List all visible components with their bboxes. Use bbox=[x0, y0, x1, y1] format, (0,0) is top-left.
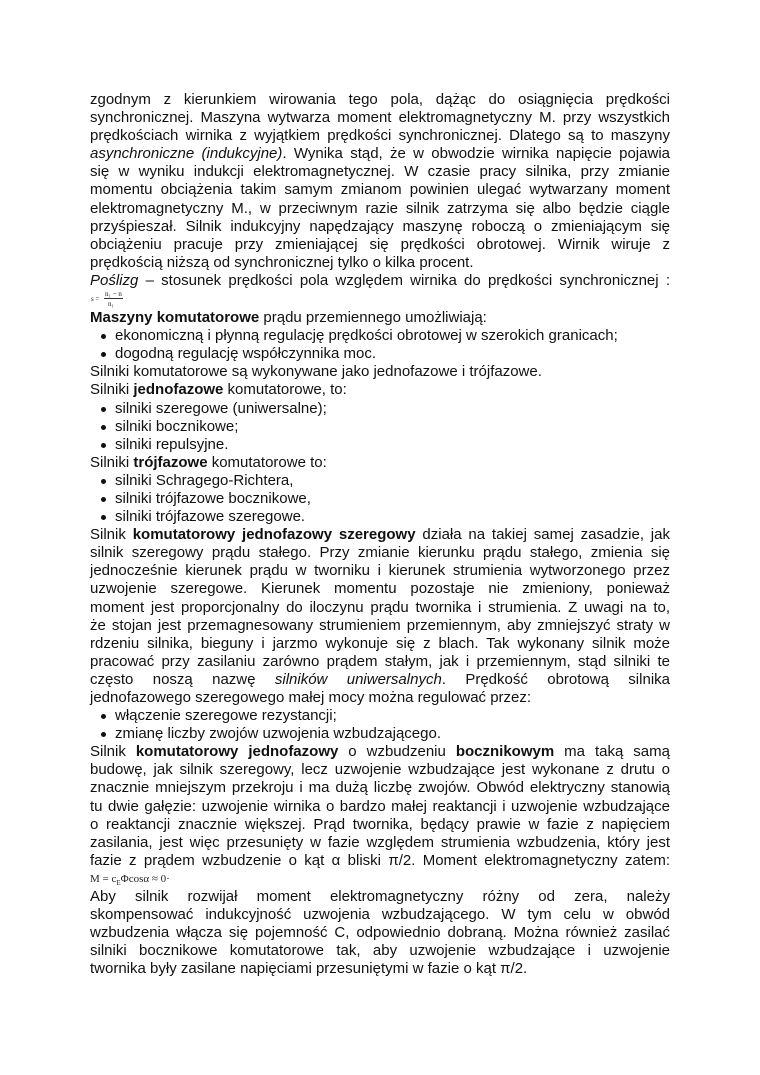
text-line bbox=[90, 906, 670, 924]
formula-subscript: E bbox=[116, 879, 121, 888]
text-line bbox=[90, 653, 670, 671]
text-run: twornika były zasilane napięciami przesuniętymi w fazie o kąt π/2. bbox=[90, 960, 528, 978]
text-run: komutatorowe to: bbox=[207, 453, 327, 471]
text-line bbox=[90, 200, 670, 218]
text-run: momentu obciążenia takim samym zmianom powinien ulegać wytwarzany moment bbox=[90, 181, 670, 199]
document-page bbox=[90, 91, 670, 979]
bold-text: bocznikowym bbox=[455, 743, 555, 761]
bold-text: trójfazowe bbox=[133, 453, 208, 471]
paragraph bbox=[90, 526, 670, 707]
text-run: o reaktancji znacznie większej. Prąd twornika, będący prawie w fazie z napięciem bbox=[90, 815, 670, 833]
paragraph bbox=[90, 91, 670, 272]
text-line bbox=[90, 689, 670, 707]
text-line bbox=[90, 272, 670, 290]
text-line bbox=[90, 960, 670, 978]
text-run: fazie z prądem wzbudzenie o kąt α bliski π/2. Moment elektromagnetyczny zatem: bbox=[90, 851, 670, 869]
bold-text: Maszyny komutatorowe bbox=[90, 309, 260, 327]
italic-text: asynchroniczne (indukcyjne) bbox=[90, 145, 283, 163]
bold-text: jednofazowe bbox=[133, 381, 224, 399]
text-line bbox=[90, 816, 670, 834]
text-run: moment jest proporcjonalny do iloczynu prądu twornika i strumienia. Z uwagi na to, bbox=[90, 598, 670, 616]
text-run: Aby silnik rozwijał moment elektromagnetyczny różny od zera, należy bbox=[90, 888, 670, 906]
text-run: elektromagnetyczny M., w przeciwnym razie silnik zatrzyma się albo będzie ciągle bbox=[90, 199, 670, 217]
text-line bbox=[90, 181, 670, 199]
text-line bbox=[90, 218, 670, 236]
text-line bbox=[90, 109, 670, 127]
text-run: silnik szeregowy prądu stałego. Przy zmianie kierunku prądu stałego, zmienia się bbox=[90, 544, 670, 562]
paragraph bbox=[90, 743, 670, 870]
text-line bbox=[90, 145, 670, 163]
text-run: zgodnym z kierunkiem wirowania tego pola, dążąc do osiągnięcia prędkości bbox=[90, 91, 670, 108]
paragraph bbox=[90, 381, 670, 399]
bullet-item: zmianę liczby zwojów uzwojenia wzbudzającego. bbox=[90, 725, 670, 743]
text-run: . Wynika stąd, że w obwodzie wirnika napięcie pojawia bbox=[282, 145, 670, 163]
bold-text: komutatorowy jednofazowy szeregowy bbox=[132, 526, 416, 544]
text-run: się w wyniku indukcji elektromagnetycznej. W czasie pracy silnika, przy zmianie bbox=[90, 163, 670, 181]
bullet-item: silniki szeregowe (uniwersalne); bbox=[90, 400, 670, 418]
text-run: działa na takiej samej zasadzie, jak bbox=[415, 526, 670, 544]
text-line bbox=[90, 942, 670, 960]
text-run: przyśpieszał. Silnik indukcyjny napędzający maszynę roboczą o zmieniającym się bbox=[90, 217, 670, 235]
text-run: pracować przy zasilaniu zarówno prądem stałym, jak i przemiennym, stąd silniki te bbox=[90, 652, 670, 670]
text-run: tu dwie gałęzie: uzwojenie wirnika o bardzo małej reaktancji i uzwojenie wzbudzające bbox=[90, 797, 670, 815]
text-line bbox=[90, 888, 670, 906]
text-line bbox=[90, 91, 670, 109]
text-line bbox=[90, 798, 670, 816]
italic-text: Poślizg bbox=[90, 271, 139, 289]
bullet-item: silniki bocznikowe; bbox=[90, 418, 670, 436]
text-run: obciążeniu pracuje przy zmieniającej się prędkości obrotowej. Wirnik wiruje z bbox=[90, 235, 670, 253]
text-line bbox=[90, 852, 670, 870]
text-run: wzbudzenia włącza się pojemność C, odpowiednio dobraną. Można również zasilać bbox=[90, 924, 670, 942]
italic-text: silników uniwersalnych bbox=[274, 670, 442, 688]
bullet-item: silniki Schragego-Richtera, bbox=[90, 472, 670, 490]
formula-part: M = c bbox=[90, 872, 117, 885]
text-run: budowę, jak silnik szeregowy, lecz uzwojenie wzbudzające jest wykonane z drutu o bbox=[90, 761, 670, 779]
text-run: skompensować indukcyjność uzwojenia wzbudzającego. W tym celu w obwód bbox=[90, 906, 670, 924]
text-run: jednocześnie kierunek prądu w tworniku i kierunek strumienia wytworzonego przez bbox=[90, 562, 670, 580]
text-run: zasilania, jest więc przesunięty w fazie względem strumienia wzbudzenia, który jest bbox=[90, 833, 670, 851]
text-line bbox=[90, 309, 670, 327]
text-line bbox=[90, 599, 670, 617]
paragraph bbox=[90, 272, 670, 290]
text-run: rdzeniu silnika, bieguny i jarzmo wykonuje się z blach. Tak wykonany silnik może bbox=[90, 634, 670, 652]
text-line bbox=[90, 363, 670, 381]
text-line bbox=[90, 779, 670, 797]
text-run: silniki bocznikowe komutatorowe tak, aby uzwojenie wzbudzające i uzwojenie bbox=[90, 942, 670, 960]
text-run: ma taką samą bbox=[554, 743, 670, 761]
text-line bbox=[90, 580, 670, 598]
text-run: znacznie mniejszym przekroju i ma dużą liczbę zwojów. Obwód elektryczny stanowią bbox=[90, 779, 670, 797]
text-run: Silnik bbox=[90, 526, 133, 544]
text-line bbox=[90, 743, 670, 761]
bullet-item: silniki repulsyjne. bbox=[90, 436, 670, 454]
text-run: jednofazowego szeregowego małej mocy można regulować przez: bbox=[90, 689, 532, 706]
formula-lhs: s = bbox=[91, 295, 100, 304]
text-line bbox=[90, 761, 670, 779]
formula-denominator: n₁ bbox=[108, 300, 114, 309]
bullet-item: włączenie szeregowe rezystancji; bbox=[90, 707, 670, 725]
text-line bbox=[90, 544, 670, 562]
text-line bbox=[90, 671, 670, 689]
paragraph bbox=[90, 454, 670, 472]
text-line bbox=[90, 254, 670, 272]
text-line bbox=[90, 454, 670, 472]
text-line bbox=[90, 924, 670, 942]
paragraph bbox=[90, 888, 670, 978]
text-line bbox=[90, 562, 670, 580]
bold-text: komutatorowy jednofazowy bbox=[135, 743, 339, 761]
bullet-item: silniki trójfazowe szeregowe. bbox=[90, 508, 670, 526]
text-line bbox=[90, 635, 670, 653]
text-line bbox=[90, 163, 670, 181]
text-run: komutatorowe, to: bbox=[223, 381, 347, 399]
text-line bbox=[90, 834, 670, 852]
text-run: . Prędkość obrotową silnika bbox=[441, 670, 670, 688]
text-run: często noszą nazwę bbox=[90, 670, 275, 688]
text-run: Silniki bbox=[90, 453, 134, 471]
text-line bbox=[90, 236, 670, 254]
formula-numerator: n₁ − n bbox=[105, 290, 122, 299]
paragraph bbox=[90, 363, 670, 381]
bullet-item: dogodną regulację współczynnika moc. bbox=[90, 345, 670, 363]
text-line bbox=[90, 526, 670, 544]
paragraph bbox=[90, 309, 670, 327]
text-line bbox=[90, 381, 670, 399]
text-run: o wzbudzeniu bbox=[338, 743, 456, 761]
text-line bbox=[90, 127, 670, 145]
text-run: Silniki komutatorowe są wykonywane jako jednofazowe i trójfazowe. bbox=[90, 363, 542, 381]
text-run: prędkością niższą od synchronicznej tylko o kilka procent. bbox=[90, 253, 474, 271]
formula-part: Φcosα ≈ 0· bbox=[120, 872, 170, 885]
text-run: Silniki bbox=[90, 381, 134, 399]
text-run: synchronicznej. Maszyna wytwarza moment elektromagnetyczny M. przy wszystkich bbox=[90, 109, 670, 127]
slip-formula bbox=[90, 290, 670, 309]
text-run: uzwojenie szeregowe. Kierunek momentu pozostaje nie zmieniony, ponieważ bbox=[90, 580, 670, 598]
text-run: Silnik bbox=[90, 743, 136, 761]
bullet-item: ekonomiczną i płynną regulację prędkości obrotowej w szerokich granicach; bbox=[90, 327, 670, 345]
bullet-item: silniki trójfazowe bocznikowe, bbox=[90, 490, 670, 508]
text-run: prędkościach wirnika z wyjątkiem prędkości synchronicznej. Dlatego są to maszyny bbox=[90, 127, 670, 145]
text-run: że stojan jest przemagnesowany strumieniem przemiennym, aby zmniejszyć straty w bbox=[90, 616, 670, 634]
text-run: – stosunek prędkości pola względem wirnika do prędkości synchronicznej : bbox=[138, 271, 670, 289]
torque-formula bbox=[90, 870, 670, 888]
text-run: prądu przemiennego umożliwiają: bbox=[259, 309, 487, 327]
text-line bbox=[90, 617, 670, 635]
